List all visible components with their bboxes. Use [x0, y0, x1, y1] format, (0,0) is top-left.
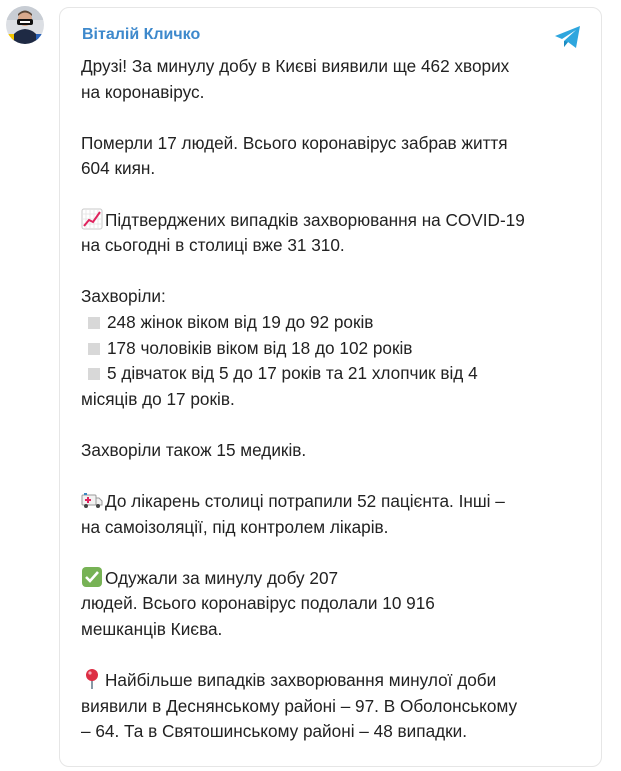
list-item: 5 дівчаток від 5 до 17 років та 21 хлопчик від 4 [81, 361, 587, 387]
user-avatar[interactable] [6, 6, 44, 44]
post-text [81, 54, 587, 771]
check-mark-icon [81, 566, 103, 588]
square-bullet-icon [88, 343, 100, 355]
square-bullet-icon [88, 317, 100, 329]
paragraph-confirmed-total: Підтверджених випадків захворювання на COVID-19 на сьогодні в столиці вже 31 310. [81, 209, 525, 256]
square-bullet-icon [88, 368, 100, 380]
list-item: 178 чоловіків віком від 18 до 102 років [81, 336, 587, 362]
paragraph-deaths: Померли 17 людей. Всього коронавірус забрав життя 604 киян. [81, 132, 508, 179]
author-name-link[interactable]: Віталій Кличко [82, 26, 201, 43]
telegram-post-card [59, 7, 602, 767]
paragraph-sick-breakdown: Захворіли: 248 жінок віком від 19 до 92 років 178 чоловіків віком від 18 до 102 років 5 дівчаток від 5 до 17 років та 21 хлопчик від 4 місяців до 17 років. [81, 284, 587, 412]
paragraph-hospitalized: До лікарень столиці потрапили 52 пацієнта. Інші – на самоізоляції, під контролем лікарів. [81, 491, 505, 537]
chart-increasing-icon [81, 208, 103, 230]
list-item: 248 жінок віком від 19 до 92 років [81, 310, 587, 336]
avatar-image [6, 6, 44, 44]
paragraph-districts: Найбільше випадків захворювання минулої доби виявили в Деснянському районі – 97. В Оболонському – 64. Та в Святошинському районі – 48 випадки. [81, 670, 518, 742]
round-pushpin-icon [81, 668, 103, 690]
paragraph-recovered: Одужали за минулу добу 207 людей. Всього коронавірус подолали 10 916 мешканців Києва. [81, 567, 435, 640]
paragraph-medics: Захворіли також 15 медиків. [81, 439, 307, 460]
ambulance-icon [81, 489, 103, 511]
paragraph-new-cases: Друзі! За минулу добу в Києві виявили ще 462 хворих на коронавірус. [81, 56, 510, 102]
telegram-logo-icon[interactable] [553, 22, 583, 52]
